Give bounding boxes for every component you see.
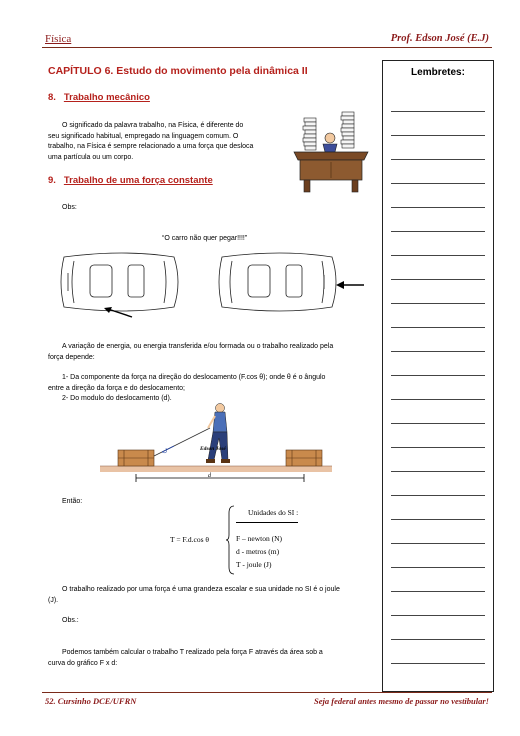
item-2: 2- Do modulo do deslocamento (d). [62,395,172,402]
svg-text:d: d [208,473,211,479]
section-8-line-2: seu significado habitual, empregado na linguagem comum. O [48,132,239,140]
section-8-title: Trabalho mecânico [63,92,150,103]
desk-illustration [290,108,372,196]
unit-work: T - joule (J) [236,560,272,569]
teacher-label: Prof. Edson José (E.J) [390,33,489,44]
man-pulling-crate-illustration [100,402,332,488]
si-units-underline [236,522,298,523]
reminder-line [391,495,485,496]
obs-label-2: Obs.: [62,617,79,624]
section-9-number: 9. [48,175,56,186]
reminder-line [391,351,485,352]
energy-line-2: força depende: [48,353,95,361]
section-8-number: 8. [48,92,56,103]
section-8-line-4: uma partícula ou um corpo. [48,153,134,161]
footer-right: Seja federal antes mesmo de passar no vestibular! [314,696,489,706]
reminder-line [391,327,485,328]
reminder-line [391,519,485,520]
reminder-line [391,231,485,232]
reminder-line [391,183,485,184]
reminder-line [391,159,485,160]
section-8-line-3: trabalho, na Física é sempre relacionado a uma força que desloca [48,143,254,150]
formula-brace [226,505,236,575]
item-1-line-2: entre a direção da força e do deslocamento; [48,384,185,392]
section-9-title: Trabalho de uma força constante [63,175,213,186]
reminder-line [391,663,485,664]
reminder-line [391,303,485,304]
area-line-1: Podemos também calcular o trabalho T realizado pela força F através da área sob a [62,649,323,656]
reminder-line [391,111,485,112]
reminder-line [391,375,485,376]
reminder-line [391,279,485,280]
figure-signature: Edson José [200,446,226,452]
car-caption: “O carro não quer pegar!!!!” [162,235,248,242]
reminder-line [391,255,485,256]
unit-distance: d - metros (m) [236,547,280,556]
obs-label-1: Obs: [62,204,77,211]
reminder-line [391,591,485,592]
section-8-line-1: O significado da palavra trabalho, na Física, é diferente do [62,122,244,129]
reminder-line [391,567,485,568]
unit-force: F – newton (N) [236,534,283,543]
reminder-line [391,135,485,136]
footer-left: 52. Cursinho DCE/UFRN [45,696,137,706]
scalar-line-2: (J). [48,596,59,604]
reminder-line [391,399,485,400]
reminder-line [391,471,485,472]
section-8-heading [48,92,150,103]
reminder-line [391,423,485,424]
energy-line-1: A variação de energia, ou energia transferida e/ou formada ou o trabalho realizado pela [62,343,334,350]
page-header [42,33,492,48]
subject-label: Física [45,33,72,45]
reminders-box [382,60,494,692]
section-9-heading [48,175,213,186]
car-pushed-from-front-illustration [214,247,369,327]
entao-label: Então: [62,498,83,505]
reminder-line [391,207,485,208]
reminder-line [391,447,485,448]
car-pushed-from-back-illustration [54,247,189,327]
reminder-line [391,543,485,544]
reminders-title: Lembretes: [411,67,465,78]
work-formula: T = F.d.cos θ [170,535,209,544]
reminder-line [391,615,485,616]
chapter-title: CAPÍTULO 6. Estudo do movimento pela dinâmica II [48,65,308,77]
scalar-line-1: O trabalho realizado por uma força é uma grandeza escalar e sua unidade no SI é o joule [62,586,340,593]
si-units-title: Unidades do SI : [248,508,299,517]
area-line-2: curva do gráfico F x d: [48,659,118,667]
page-footer [42,692,492,707]
item-1-line-1: 1- Da componente da força na direção do deslocamento (F.cos θ); onde θ é o ângulo [62,374,326,381]
reminder-line [391,639,485,640]
